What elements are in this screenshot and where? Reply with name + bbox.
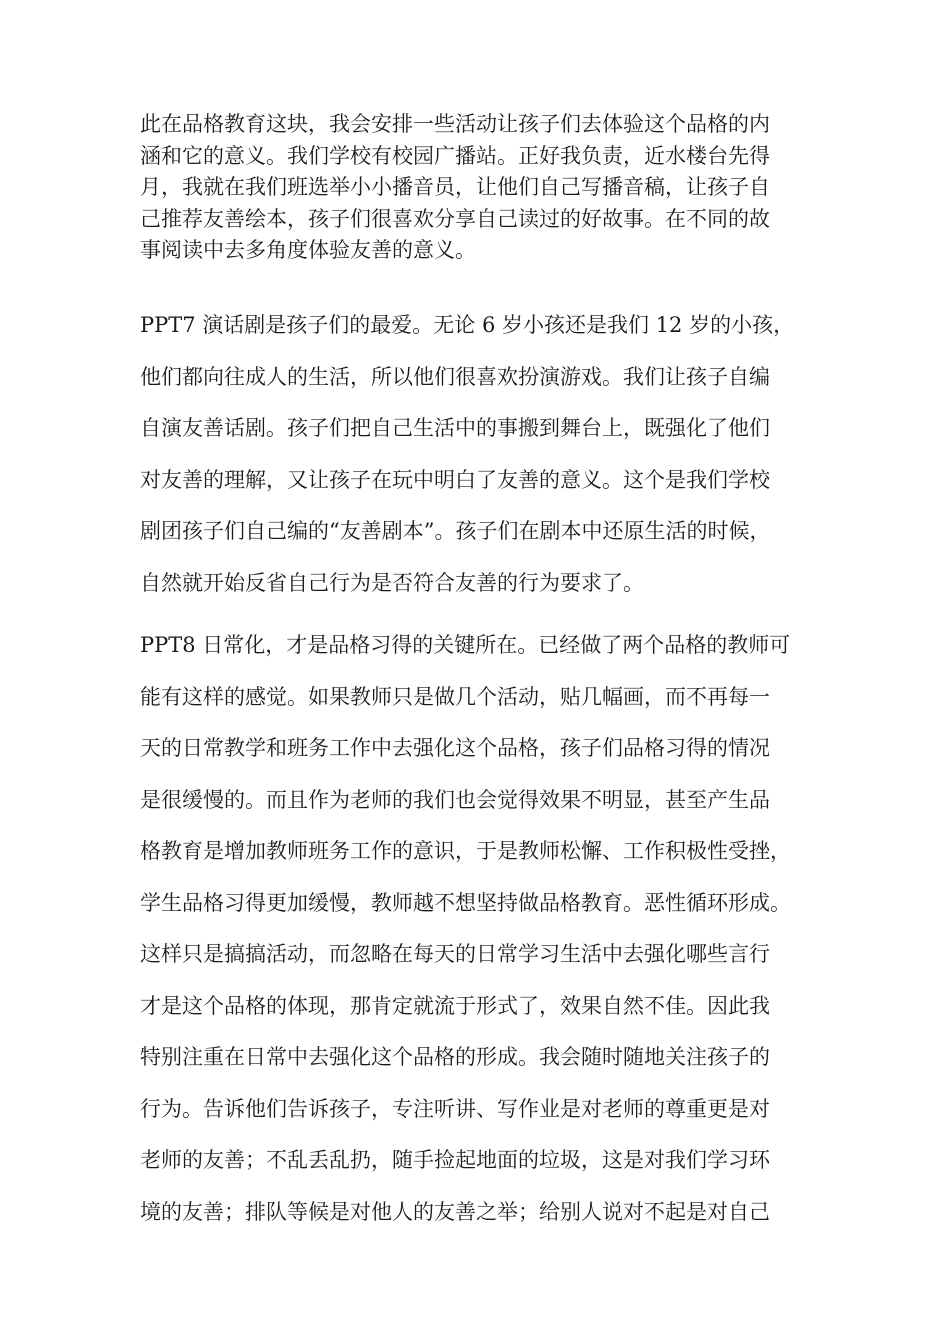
text-line: 事阅读中去多角度体验友善的意义。 [140, 238, 476, 262]
text-line: 对友善的理解，又让孩子在玩中明白了友善的意义。这个是我们学校 [140, 467, 770, 492]
text-line: PPT8 日常化，才是品格习得的关键所在。已经做了两个品格的教师可 [140, 633, 791, 657]
paragraph-ppt7-drama [140, 300, 830, 609]
text-line: 境的友善；排队等候是对他人的友善之举；给别人说对不起是对自己 [140, 1199, 770, 1224]
text-line: 学生品格习得更加缓慢，教师越不想坚持做品格教育。恶性循环形成。 [140, 890, 791, 915]
text-line: 自演友善话剧。孩子们把自己生活中的事搬到舞台上，既强化了他们 [140, 416, 770, 440]
paragraph-character-activities [140, 109, 830, 267]
paragraph-ppt8-daily [140, 620, 830, 1238]
text-line: 格教育是增加教师班务工作的意识，于是教师松懈、工作积极性受挫， [140, 839, 791, 863]
text-line: 自然就开始反省自己行为是否符合友善的行为要求了。 [140, 570, 644, 595]
text-line: 特别注重在日常中去强化这个品格的形成。我会随时随地关注孩子的 [140, 1045, 770, 1069]
text-line: 这样只是搞搞活动，而忽略在每天的日常学习生活中去强化哪些言行 [140, 942, 770, 966]
text-line: 才是这个品格的体现，那肯定就流于形式了，效果自然不佳。因此我 [140, 993, 770, 1018]
text-line: 此在品格教育这块，我会安排一些活动让孩子们去体验这个品格的内 [140, 112, 770, 136]
text-line: 涵和它的意义。我们学校有校园广播站。正好我负责，近水楼台先得 [140, 143, 770, 168]
text-line: 老师的友善；不乱丢乱扔，随手捡起地面的垃圾，这是对我们学习环 [140, 1148, 770, 1172]
text-line: 能有这样的感觉。如果教师只是做几个活动，贴几幅画，而不再每一 [140, 684, 770, 709]
text-line: 他们都向往成人的生活，所以他们很喜欢扮演游戏。我们让孩子自编 [140, 364, 770, 389]
text-line: 月，我就在我们班选举小小播音员，让他们自己写播音稿，让孩子自 [140, 175, 770, 199]
text-line: 己推荐友善绘本，孩子们很喜欢分享自己读过的好故事。在不同的故 [140, 206, 770, 231]
text-line: 天的日常教学和班务工作中去强化这个品格，孩子们品格习得的情况 [140, 736, 770, 760]
text-line: 行为。告诉他们告诉孩子，专注听讲、写作业是对老师的尊重更是对 [140, 1096, 770, 1121]
text-line: 剧团孩子们自己编的“友善剧本”。孩子们在剧本中还原生活的时候， [140, 519, 771, 543]
text-line: PPT7 演话剧是孩子们的最爱。无论 6 岁小孩还是我们 12 岁的小孩， [140, 313, 795, 337]
text-line: 是很缓慢的。而且作为老师的我们也会觉得效果不明显，甚至产生品 [140, 787, 770, 812]
